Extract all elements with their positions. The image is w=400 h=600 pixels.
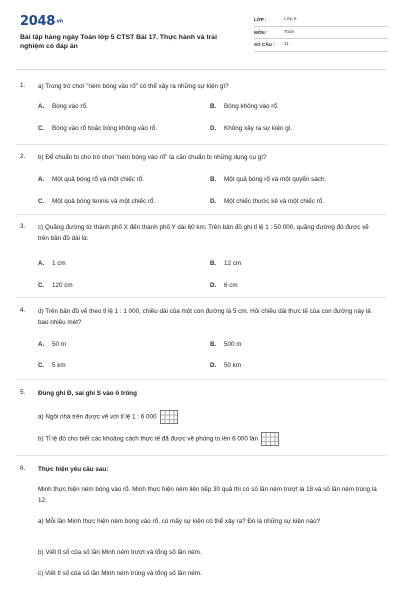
question-5 (20, 389, 375, 443)
option-c[interactable]: C. 120 cm (38, 282, 73, 289)
header-divider (16, 69, 386, 70)
document-title: Bài tập hàng ngày Toán lớp 5 CTST Bài 17. Thực hành và trải nghiệm có đáp án (20, 34, 217, 50)
option-d[interactable]: D. 50 km (210, 362, 242, 369)
option-c[interactable]: C. 5 km (38, 362, 66, 369)
meta-grade: LỚP : Lớp 5 (254, 14, 388, 27)
option-b[interactable]: B. Một quả bóng rổ và một quyển sách. (210, 176, 327, 183)
divider (16, 455, 386, 456)
option-b[interactable]: B. 12 cm (210, 260, 242, 267)
divider (16, 144, 386, 145)
answer-box[interactable] (160, 410, 178, 424)
document-header (16, 10, 386, 64)
question-text: a) Trong trò chơi "ném bóng vào rổ" có thể xảy ra những sự kiện gì? (38, 83, 229, 90)
option-d[interactable]: D. Một chiếc thước kẻ và một chiếc rổ. (210, 198, 325, 205)
question-6 (20, 465, 377, 577)
question-number: 4. (20, 307, 26, 314)
question-title: Đúng ghi Đ, sai ghi S vào ô trống (38, 390, 138, 397)
question-title: Thực hiện yêu cầu sau: (38, 466, 109, 473)
option-a[interactable]: A. 1 cm (38, 260, 66, 267)
divider (16, 214, 386, 215)
question-text: c) Quãng đường từ thành phố X đến thành phố Y dài 60 km. Trên bản đồ ghi tỉ lệ 1 : 50 000, quãng đường đó được vẽ trên bản đồ dài là: (38, 224, 369, 242)
option-a[interactable]: A. Một quả bóng rổ và một chiếc rổ. (38, 176, 145, 183)
question-text: d) Trên bản đồ vẽ theo tỉ lệ 1 : 1 000, chiều dài của một con đường là 5 cm. Hỏi chiều dài thực tế của con đường này là bao nhiêu mét? (38, 308, 371, 326)
divider (16, 379, 386, 380)
option-c[interactable]: C. Một quả bóng tennis và một chiếc rổ. (38, 198, 156, 205)
sub-question-a: a) Mỗi lần Minh thực hiện ném bóng vào rổ, có mấy sự kiện có thể xảy ra? Đó là những sự kiện nào? (38, 518, 321, 525)
meta-subject: MÔN : Toán (254, 27, 388, 40)
option-b[interactable]: B. 500 m (210, 341, 242, 348)
option-d[interactable]: D. Không xảy ra sự kiện gì. (210, 125, 293, 132)
question-3 (20, 223, 375, 289)
divider (16, 297, 386, 298)
option-a[interactable]: A. Bóng vào rổ. (38, 103, 88, 110)
question-4 (20, 307, 375, 369)
option-c[interactable]: C. Bóng vào rổ hoặc bóng không vào rổ. (38, 125, 158, 132)
question-1 (20, 82, 375, 132)
question-number: 6. (20, 465, 26, 472)
site-logo[interactable]: 2048.vn (20, 14, 63, 29)
question-number: 1. (20, 82, 26, 89)
true-false-item: a) Ngôi nhà trên được vẽ với tỉ lệ 1 : 6 000 (38, 410, 378, 424)
question-2 (20, 153, 375, 205)
question-number: 3. (20, 223, 26, 230)
sub-question-b: b) Viết tỉ số của số lần Minh ném trượt và tổng số lần ném. (38, 549, 202, 556)
question-number: 5. (20, 389, 26, 396)
question-text: b) Để chuẩn bị cho trò chơi "ném bóng vào rổ" ta cần chuẩn bị những dụng cụ gì? (38, 154, 267, 161)
question-intro: Minh thực hiện ném bóng vào rổ. Minh thực hiện ném liên tiếp 30 quả thì có số lần ném trượt là 18 và số lần ném trúng là 12. (38, 486, 377, 504)
question-number: 2. (20, 153, 26, 160)
sub-question-c: c) Viết tỉ số của số lần Minh ném trúng và tổng số lần ném. (38, 570, 202, 577)
document-meta (254, 14, 388, 52)
answer-box[interactable] (261, 432, 279, 446)
option-d[interactable]: D. 6 cm (210, 282, 238, 289)
option-b[interactable]: B. Bóng không vào rổ. (210, 103, 279, 110)
meta-question-count: SỐ CÂU : 11 (254, 39, 388, 52)
true-false-item: b) Tỉ lệ đó cho biết các khoảng cách thực tế đã được vẽ phóng to lên 6 000 lần (38, 432, 378, 446)
option-a[interactable]: A. 50 m (38, 341, 66, 348)
